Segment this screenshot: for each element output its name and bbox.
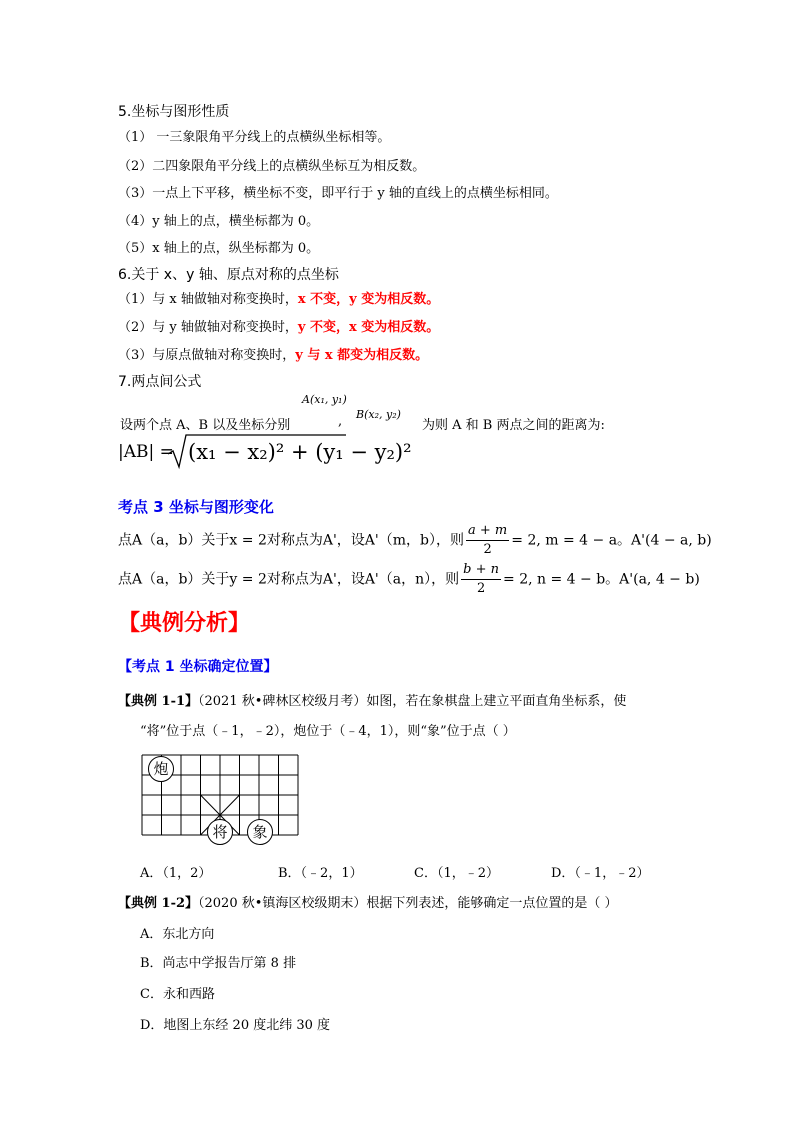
sec6-title: 6.关于 x、y 轴、原点对称的点坐标 xyxy=(118,267,339,283)
sec7-point-a: A(x₁, y₁) xyxy=(302,393,347,406)
ex1-option-c: C．（1，﹣2） xyxy=(414,866,499,881)
ex2-option-b: B．尚志中学报告厅第 8 排 xyxy=(140,956,297,971)
kaodian3-line-1-den: 2 xyxy=(483,542,492,557)
chess-piece-pao xyxy=(148,756,174,782)
kaodian1-title: 【考点 1 坐标确定位置】 xyxy=(118,659,278,675)
ex1-line-2: “将”位于点（﹣1，﹣2），炮位于（﹣4，1），则“象”位于点（ ） xyxy=(140,724,516,739)
chess-piece-jiang xyxy=(207,819,233,845)
sec7-title: 7.两点间公式 xyxy=(118,374,202,390)
sec6-item-3 xyxy=(118,344,428,363)
ex1-label: 【典例 1-1】 xyxy=(118,694,199,709)
sec5-title: 5.坐标与图形性质 xyxy=(118,104,230,120)
ex2-label: 【典例 1-2】 xyxy=(118,896,199,911)
ex2-header xyxy=(118,892,618,911)
sec5-item-5: （5）x 轴上的点，纵坐标都为 0。 xyxy=(118,241,320,256)
kaodian3-line-2-num: b + n xyxy=(461,561,501,580)
kaodian3-line-2-post: = 2, n = 4 − b。A'(a, 4 − b) xyxy=(503,571,700,588)
sec6-item-2-prefix: （2）与 y 轴做轴对称变换时， xyxy=(118,320,298,335)
sec5-item-2: （2）二四象限角平分线上的点横纵坐标互为相反数。 xyxy=(118,159,426,174)
kaodian3-line-1-post: = 2, m = 4 − a。A'(4 − a, b) xyxy=(511,532,712,549)
sec7-formula-inner: (x₁ − x₂)² + (y₁ − y₂)² xyxy=(188,440,412,464)
sec7-comma: , xyxy=(338,414,343,429)
ex2-option-a: A．东北方向 xyxy=(140,927,215,942)
sec5-item-4: （4）y 轴上的点，横坐标都为 0。 xyxy=(118,214,320,229)
ex1-header xyxy=(118,690,626,709)
sec7-point-b: B(x₂, y₂) xyxy=(356,408,401,421)
kaodian3-line-1-pre: 点A（a，b）关于x = 2对称点为A'，设A'（m，b），则 xyxy=(118,532,465,549)
chess-board-figure xyxy=(140,750,310,854)
sec7-text-before: 设两个点 A、B 以及坐标分别 xyxy=(120,418,291,433)
sec6-item-2 xyxy=(118,316,439,335)
sec6-item-2-emph: y 不变，x 变为相反数。 xyxy=(297,320,440,335)
sec5-item-1: （1） 一三象限角平分线上的点横纵坐标相等。 xyxy=(118,130,391,145)
ex1-option-a: A．（1，2） xyxy=(140,866,212,881)
ex1-option-d: D．（﹣1，﹣2） xyxy=(551,866,650,881)
sec6-item-1-prefix: （1）与 x 轴做轴对称变换时， xyxy=(118,292,298,307)
kaodian3-line-2-pre: 点A（a，b）关于y = 2对称点为A'，设A'（a，n），则 xyxy=(118,571,460,588)
sec7-formula-lhs: |AB| = xyxy=(118,442,174,462)
kaodian3-line-2-den: 2 xyxy=(476,581,486,596)
ex1-option-b: B．（﹣2，1） xyxy=(278,866,363,881)
sec5-item-3: （3）一点上下平移，横坐标不变，即平行于 y 轴的直线上的点横坐标相同。 xyxy=(118,186,558,201)
ex2-option-d: D．地图上东经 20 度北纬 30 度 xyxy=(140,1018,331,1033)
kaodian3-line-2 xyxy=(118,561,700,598)
ex2-source: （2020 秋•镇海区校级期末）根据下列表述，能够确定一点位置的是（ ） xyxy=(198,896,618,911)
sec7-text-after: 为则 A 和 B 两点之间的距离为: xyxy=(422,418,605,433)
chess-piece-pao-label: 炮 xyxy=(153,760,169,778)
sec6-item-3-emph: y 与 x 都变为相反数。 xyxy=(295,348,429,363)
kaodian3-line-1-num: a + m xyxy=(466,522,509,541)
chess-piece-xiang xyxy=(247,819,273,845)
dianli-heading: 【典例分析】 xyxy=(118,611,251,636)
sec6-item-1 xyxy=(118,288,439,307)
chess-piece-xiang-label: 象 xyxy=(252,823,268,841)
kaodian3-title: 考点 3 坐标与图形变化 xyxy=(118,498,274,516)
ex2-option-c: C．永和西路 xyxy=(140,987,215,1002)
sec6-item-3-prefix: （3）与原点做轴对称变换时， xyxy=(118,348,296,363)
chess-piece-jiang-label: 将 xyxy=(212,823,228,841)
sec6-item-1-emph: x 不变，y 变为相反数。 xyxy=(297,292,440,307)
kaodian3-line-1 xyxy=(118,522,712,559)
ex1-source: （2021 秋•碑林区校级月考）如图，若在象棋盘上建立平面直角坐标系，使 xyxy=(198,694,627,709)
